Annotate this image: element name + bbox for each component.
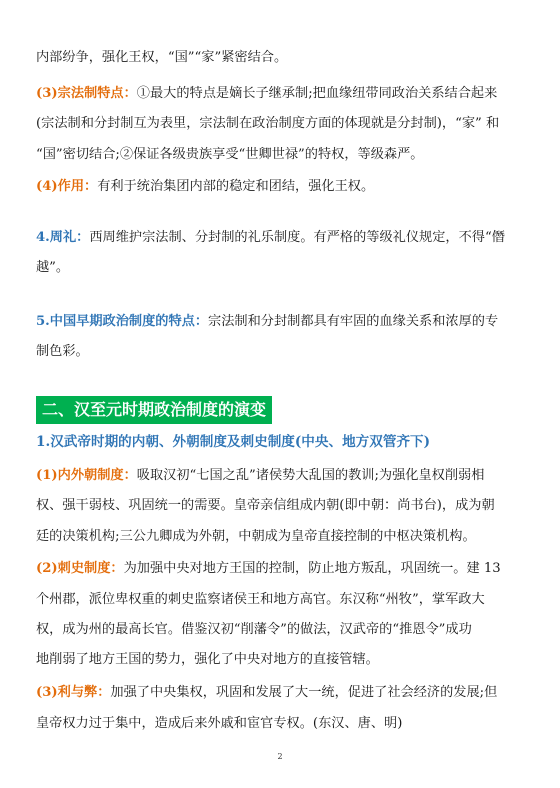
- text-line: 内部纷争，强化王权，“国”“家”紧密结合。: [36, 50, 288, 65]
- effect-label: (4)作用：: [36, 179, 98, 194]
- zongfa-features-paragraph: (3)宗法制特点：①最大的特点是嫡长子继承制;把血缘纽带同政治关系结合起来: [36, 86, 498, 101]
- zhouli-label: 4.周礼：: [36, 230, 90, 245]
- page-number: 2: [277, 752, 283, 761]
- text-line: 地削弱了地方王国的势力，强化了中央对地方的直接管辖。: [36, 652, 379, 667]
- text-line: 皇帝权力过于集中，造成后来外戚和宦官专权。(东汉、唐、明): [36, 716, 403, 731]
- text-line: 权，成为州的最高长官。借鉴汉初“削藩令”的做法，汉武帝的“推恩令”成功: [36, 622, 472, 637]
- inner-outer-court-label: (1)内外朝制度：: [36, 468, 137, 483]
- text-line: 制色彩。: [36, 344, 89, 359]
- early-features-label: 5.中国早期政治制度的特点：: [36, 314, 209, 329]
- zongfa-features-label: (3)宗法制特点：: [36, 86, 137, 101]
- text-line: 个州郡，派位卑权重的刺史监察诸侯王和地方高官。东汉称“州牧”，掌军政大: [36, 592, 485, 607]
- pros-cons-label: (3)利与弊：: [36, 685, 111, 700]
- cishi-paragraph: (2)刺史制度：为加强中央对地方王国的控制，防止地方叛乱，巩固统一。建 13: [36, 561, 501, 576]
- inner-outer-court-paragraph: (1)内外朝制度：吸取汉初“七国之乱”诸侯势大乱国的教训;为强化皇权削弱相: [36, 468, 485, 483]
- section-subheading: 1.汉武帝时期的内朝、外朝制度及刺史制度(中央、地方双管齐下): [36, 434, 431, 450]
- text-line: 权、强干弱枝、巩固统一的需要。皇帝亲信组成内朝(即中朝：尚书台)，成为朝: [36, 498, 495, 513]
- text-line: 廷的决策机构;三公九卿成为外朝，中朝成为皇帝直接控制的中枢决策机构。: [36, 529, 476, 544]
- zhouli-paragraph: 4.周礼：西周维护宗法制、分封制的礼乐制度。有严格的等级礼仪规定，不得“僭: [36, 230, 505, 245]
- pros-cons-paragraph: (3)利与弊：加强了中央集权，巩固和发展了大一统，促进了社会经济的发展;但: [36, 685, 498, 700]
- text-line: 越”。: [36, 260, 70, 275]
- early-features-paragraph: 5.中国早期政治制度的特点：宗法制和分封制都具有牢固的血缘关系和浓厚的专: [36, 314, 499, 329]
- section-banner: 二、汉至元时期政治制度的演变: [36, 396, 272, 424]
- cishi-label: (2)刺史制度：: [36, 561, 124, 576]
- text-line: “国”密切结合;②保证各级贵族享受“世卿世禄”的特权，等级森严。: [36, 147, 424, 162]
- text-line: (宗法制和分封制互为表里，宗法制在政治制度方面的体现就是分封制)，“家” 和: [36, 116, 500, 131]
- effect-paragraph: (4)作用：有利于统治集团内部的稳定和团结，强化王权。: [36, 179, 375, 194]
